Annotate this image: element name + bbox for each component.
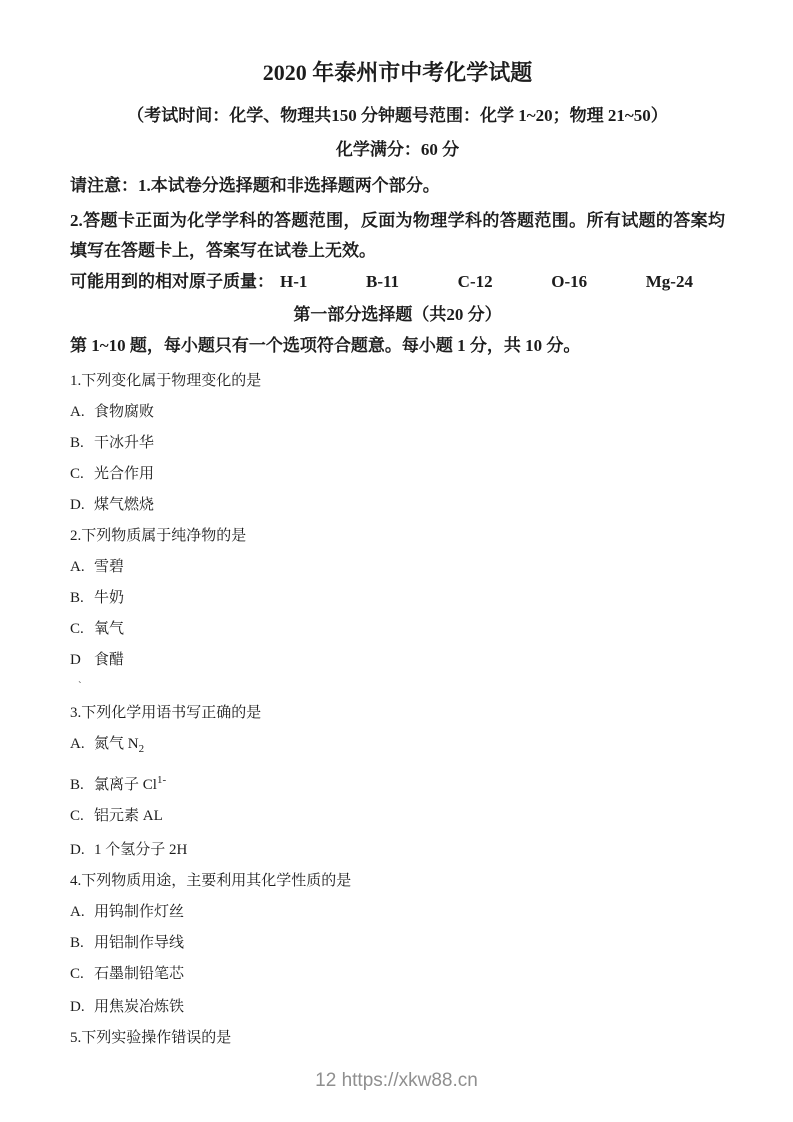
chem-superscript: 1-	[156, 774, 167, 786]
option-b	[70, 933, 725, 953]
stray-mark: `	[78, 680, 82, 692]
score-line: 化学满分：60 分	[335, 140, 460, 159]
option-d	[70, 650, 725, 670]
option-d	[70, 495, 725, 515]
notice-line-2: 2.答题卡正面为化学学科的答题范围，反面为物理学科的答题范围。所有试题的答案均填写在答题卡上，答案写在试卷上无效。	[70, 211, 725, 260]
option-text: 雪碧	[94, 559, 125, 575]
page-title: 2020 年泰州市中考化学试题	[262, 60, 533, 85]
option-c	[70, 964, 725, 984]
option-a	[70, 734, 725, 759]
option-text: 煤气燃烧	[94, 497, 155, 513]
atomic-mass-line	[70, 270, 725, 294]
option-text: 干冰升华	[94, 435, 155, 451]
atomic-mass-value: C-12	[457, 272, 493, 291]
option-text: 氧气	[94, 621, 125, 637]
option-text: 氮气 N	[94, 736, 139, 752]
option-b	[70, 770, 725, 795]
footer-watermark: 12 https://xkw88.cn	[315, 1070, 478, 1091]
exam-info-line: （考试时间：化学、物理共150 分钟题号范围：化学 1~20；物理 21~50）	[127, 106, 668, 125]
option-c	[70, 619, 725, 639]
question-stem: 1.下列变化属于物理变化的是	[70, 373, 262, 389]
question-stem: 2.下列物质属于纯净物的是	[70, 528, 247, 544]
option-c	[70, 464, 725, 484]
option-text: 用焦炭冶炼铁	[94, 999, 185, 1015]
option-label: C.	[70, 466, 84, 482]
option-label: D	[70, 652, 81, 668]
atomic-mass-values	[280, 270, 725, 294]
option-label: B.	[70, 590, 84, 606]
option-text: 用铝制作导线	[94, 935, 185, 951]
atomic-mass-value: O-16	[551, 272, 588, 291]
option-b	[70, 588, 725, 608]
option-text: 牛奶	[94, 590, 125, 606]
option-text: 石墨制铅笔芯	[94, 966, 185, 982]
option-label: A.	[70, 736, 85, 752]
option-label: C.	[70, 621, 84, 637]
option-text: 光合作用	[94, 466, 155, 482]
question-stem: 5.下列实验操作错误的是	[70, 1030, 232, 1046]
option-label: C.	[70, 966, 84, 982]
option-label: A.	[70, 904, 85, 920]
option-label: D.	[70, 842, 85, 858]
option-label: B.	[70, 435, 84, 451]
option-b	[70, 433, 725, 453]
option-label: D.	[70, 999, 85, 1015]
option-a	[70, 902, 725, 922]
option-c	[70, 806, 725, 826]
section-title: 第一部分选择题（共20 分）	[293, 305, 502, 324]
atomic-mass-value: B-11	[366, 272, 400, 291]
question-stem: 4.下列物质用途，主要利用其化学性质的是	[70, 873, 352, 889]
option-label: B.	[70, 777, 84, 793]
option-label: A.	[70, 559, 85, 575]
option-text: 用钨制作灯丝	[94, 904, 185, 920]
option-text: 氯离子 Cl	[94, 777, 157, 793]
option-text: 1 个氢分子 2H	[94, 842, 188, 858]
option-label: C.	[70, 808, 84, 824]
option-label: B.	[70, 935, 84, 951]
option-d	[70, 997, 725, 1017]
section-instruction: 第 1~10 题，每小题只有一个选项符合题意。每小题 1 分，共 10 分。	[70, 336, 581, 355]
chem-subscript: 2	[138, 743, 145, 755]
option-label: D.	[70, 497, 85, 513]
option-a	[70, 557, 725, 577]
atomic-mass-label: 可能用到的相对原子质量：	[70, 272, 274, 291]
question-stem: 3.下列化学用语书写正确的是	[70, 705, 262, 721]
atomic-mass-value: H-1	[280, 272, 308, 291]
notice-line-1: 请注意：1.本试卷分选择题和非选择题两个部分。	[70, 176, 440, 195]
atomic-mass-value: Mg-24	[645, 272, 693, 291]
option-text: 铝元素 AL	[94, 808, 163, 824]
option-d	[70, 840, 725, 860]
option-text: 食醋	[94, 652, 125, 668]
option-label: A.	[70, 404, 85, 420]
option-a	[70, 402, 725, 422]
option-text: 食物腐败	[94, 404, 155, 420]
